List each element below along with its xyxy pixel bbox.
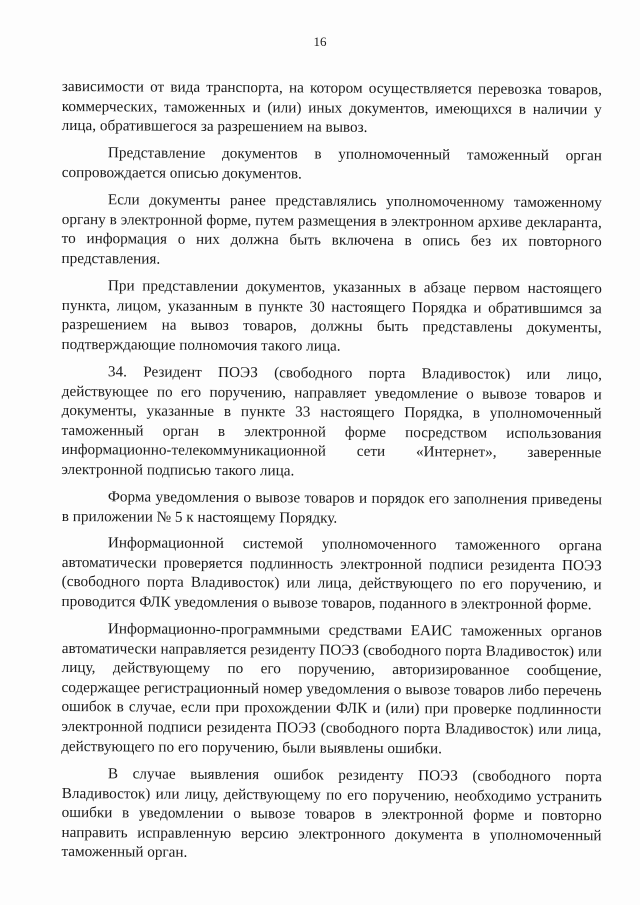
paragraph-notification-form: Форма уведомления о вывозе товаров и порядок его заполнения приведены в приложении № 5 к настоящему Порядку. <box>61 488 602 527</box>
paragraph-continuation: зависимости от вида транспорта, на котором осуществляется перевозка товаров, коммерческих, таможенных и (или) иных документов, имеющихся в наличии у лица, обратившегося за разрешением на вывоз. <box>61 77 602 137</box>
paragraph-documents-inventory: Представление документов в уполномоченный таможенный орган сопровождается описью документов. <box>61 144 602 183</box>
paragraph-error-correction: В случае выявления ошибок резиденту ПОЭЗ (свободного порта Владивосток) или лицу, действующему по его поручению, необходимо устранить ошибки в уведомлении о вывозе товаров в электронной форме и повторно направить исправленную версию электронного документа в уполномоченный таможенный орган. <box>61 765 602 862</box>
document-body <box>62 77 602 869</box>
paragraph-eais-message: Информационно-программными средствами ЕАИС таможенных органов автоматически направляется резиденту ПОЭЗ (свободного порта Владивосток) или лицу, действующему по его поручению, авторизированное сообщение, содержащее регистрационный номер уведомления о вывозе товаров либо перечень ошибок в случае, если при прохождении ФЛК и (или) при проверке подлинности электронной подписи резидента ПОЭЗ (свободного порта Владивосток) или лица, действующего по его поручению, были выявлены ошибки. <box>61 620 602 758</box>
paragraph-signature-check: Информационной системой уполномоченного таможенного органа автоматически проверяется подлинность электронной подписи резидента ПОЭЗ (свободного порта Владивосток) или лица, действующего по его поручению, и проводится ФЛК уведомления о вывозе товаров, поданного в электронной форме. <box>61 534 602 614</box>
page-number: 16 <box>313 34 327 49</box>
paragraph-item-34: 34. Резидент ПОЭЗ (свободного порта Владивосток) или лицо, действующее по его поручению, направляет уведомление о вывозе товаров и документы, указанные в пункте 33 настоящего Порядка, в уполномоченный таможенный орган в электронной форме посредством использования информационно-телекоммуникационной сети «Интернет», заверенные электронной подписью такого лица. <box>61 362 602 480</box>
paragraph-authority-documents: При представлении документов, указанных в абзаце первом настоящего пункта, лицом, указанным в пункте 30 настоящего Порядка и обратившимся за разрешением на вывоз товаров, должны быть представлены документы, подтверждающие полномочия такого лица. <box>61 277 602 355</box>
paragraph-electronic-archive: Если документы ранее представлялись уполномоченному таможенному органу в электронной форме, путем размещения в электронном архиве декларанта, то информация о них должна быть включена в опись без их повторного представления. <box>61 191 602 268</box>
